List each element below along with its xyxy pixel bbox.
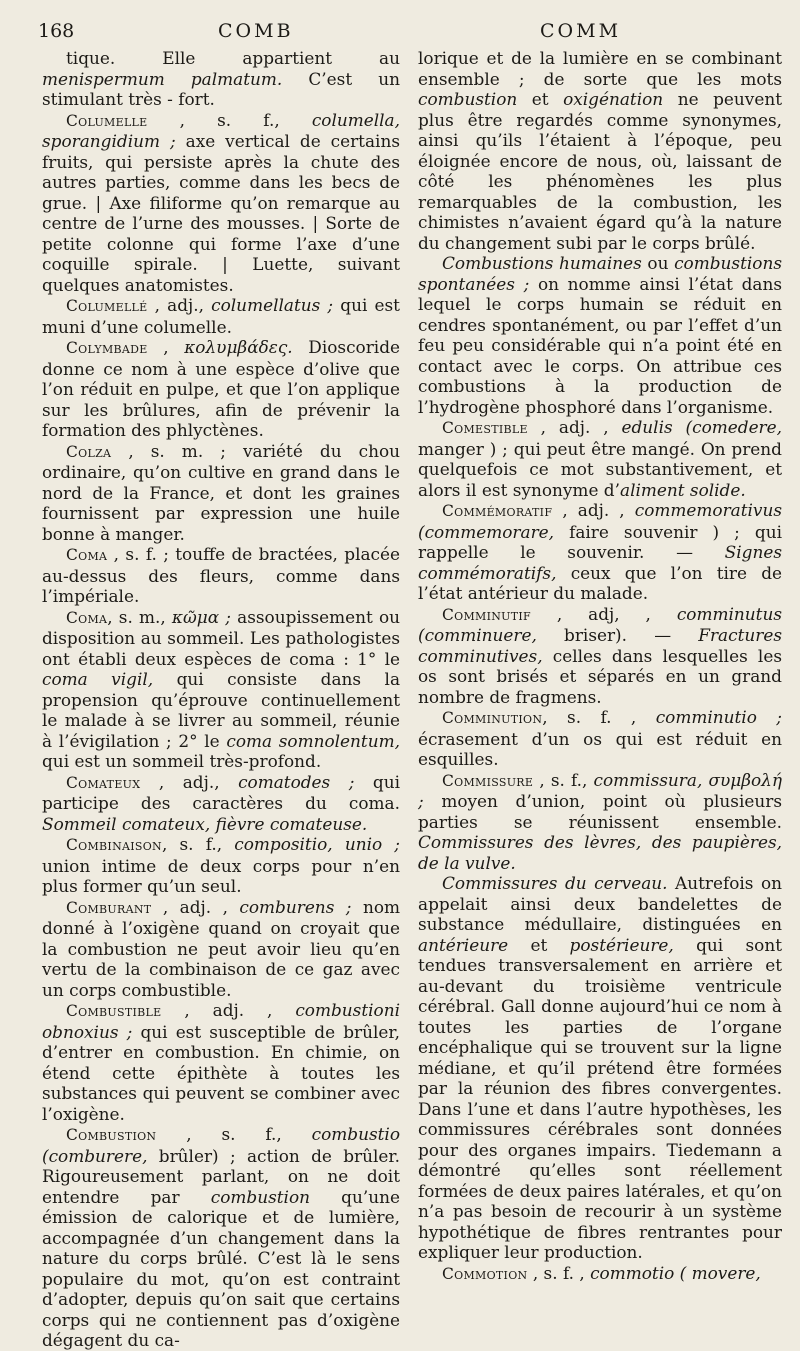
body-text: , adj. , <box>552 500 635 520</box>
italic-text: comminutus (comminuere, <box>418 603 782 645</box>
italic-text: aliment solide. <box>620 479 746 500</box>
body-text: , s. m., <box>107 606 172 627</box>
body-text: et <box>517 89 564 109</box>
italic-text: columellatus ; <box>211 295 334 315</box>
entry-combustions-humaines <box>418 253 782 417</box>
headword: Commissure <box>442 771 534 790</box>
body-text: , <box>147 337 185 357</box>
entry-commissure <box>418 770 782 874</box>
body-text: qui est muni d’une columelle. <box>42 295 400 337</box>
italic-text: columella, sporangidium ; <box>42 109 400 151</box>
italic-text: commemorativus (commemorare, <box>418 500 782 542</box>
headword: Commotion <box>442 1264 528 1283</box>
entry-coma-m <box>42 607 400 772</box>
body-text: ou <box>641 253 675 273</box>
italic-text: Sommeil comateux, fièvre comateuse. <box>42 813 368 834</box>
italic-text: combustion <box>210 1186 310 1207</box>
italic-text: combustioni obnoxius ; <box>42 1000 400 1042</box>
italic-text: combustio (comburere, <box>42 1124 400 1166</box>
entry-coma-f <box>42 544 400 607</box>
body-text: axe vertical de certains fruits, qui persiste après la chute des autres parties, comme dans les becs de grue. | Axe filiforme qu’on remarque au centre de l’urne des mousses. | Sorte de petite colonne qui forme l’axe d’une coquille spirale. | Luette, suivant quelques anatomistes. <box>42 131 400 295</box>
body-text: , adj., <box>147 295 212 315</box>
body-text: Dioscoride donne ce nom à une espèce d’olive que l’on réduit en pulpe, et que l’on applique sur les brûlures, afin de prévenir la formation des phlyctènes. <box>42 337 400 440</box>
body-text: qui est un sommeil très-profond. <box>42 751 322 771</box>
italic-text: comminutio ; <box>655 707 782 727</box>
body-text: faire souvenir ) ; qui rappelle le souvenir. — <box>418 521 782 562</box>
headword: Combustible <box>66 1002 162 1020</box>
right-running-head: COMM <box>540 20 622 42</box>
italic-text: menispermum palmatum. <box>42 68 283 89</box>
body-text: ne peuvent plus être regardés comme synonymes, ainsi qu’ils l’étaient à l’époque, peu éloignée encore de nous, où, laissant de côté les phénomènes les plus remarquables de la combustion, les chimistes n’avaient égard qu’à la nature du changement subi par le corps brûlé. <box>418 89 782 253</box>
body-text: on nomme ainsi l’état dans lequel le corps humain se réduit en cendres spontanément, ou par l’effet d’un feu peu considérable qui n’a point été en contact avec le corps. On attribue ces combustions à la production de l’hydrogène phosphoré dans l’organisme. <box>418 273 782 417</box>
page-number: 168 <box>38 20 75 42</box>
body-text: , adj. , <box>161 1000 296 1020</box>
headword: Colza <box>66 442 112 461</box>
entry-combinaison <box>42 834 400 897</box>
body-text: , adj. , <box>527 417 622 437</box>
body-text: Autrefois on appelait ainsi deux bandelettes de substance médullaire, distinguées en <box>418 873 782 934</box>
greek-text: κολυμβάδες. <box>184 337 293 357</box>
entry-commissures-cerveau <box>418 873 782 1263</box>
headword: Coma <box>66 608 108 627</box>
body-text: qu’une émission de calorique et de lumière, accompagnée d’un changement dans la nature du corps brûlé. C’est là le sens populaire du mot, qu’on est contraint d’adopter, depuis qu’on sait que certains corps qui ne contiennent pas d’oxigène dégagent du ca- <box>42 1186 400 1350</box>
italic-text: postérieure, <box>569 934 674 955</box>
headword: Combustion <box>66 1126 157 1144</box>
body-text: , adj., <box>140 771 239 792</box>
entry-comburant <box>42 897 400 1001</box>
body-text: nom donné à l’oxigène quand on croyait que la combustion ne peut avoir lieu qu’en vertu de la combinaison de ce gaz avec un corps combustible. <box>42 896 401 1000</box>
body-text: écrasement d’un os qui est réduit en esquilles. <box>418 728 782 769</box>
italic-text: comburens ; <box>239 896 352 917</box>
body-text: , s. f., <box>156 1124 312 1144</box>
headword: Comestible <box>442 419 528 437</box>
body-text: moyen d’union, point où plusieurs parties se réunissent ensemble. <box>418 791 782 832</box>
entry-colymbade <box>42 337 400 441</box>
body-text: manger ) ; qui peut être mangé. On prend quelquefois ce mot substantivement, et alors il est synonyme d’ <box>418 438 782 500</box>
italic-text: Commissures du cerveau. <box>442 873 668 893</box>
body-text: , s. f. , <box>542 707 656 727</box>
body-text: qui consiste dans la propension qu’éprouve continuellement le malade à se livrer au sommeil, réunie à l’évigilation ; 2° le <box>42 669 401 751</box>
body-text: tique. Elle appartient au <box>66 48 400 68</box>
italic-text: Fractures comminutives, <box>418 625 782 666</box>
italic-text: oxigénation <box>563 89 664 109</box>
italic-text: coma somnolentum, <box>226 730 400 751</box>
italic-text: Commissures des lèvres, des paupières, de la vulve. <box>418 832 782 873</box>
body-text: union intime de deux corps pour n’en plus former qu’un seul. <box>42 855 400 896</box>
entry-comminutif <box>418 604 782 708</box>
entry-comateux <box>42 772 400 835</box>
headword: Comminutif <box>442 605 531 624</box>
italic-text: antérieure <box>418 934 509 955</box>
body-text: qui sont tendues transversalement en arrière et au-devant du troisième ventricule cérébral. Gall donne aujourd’hui ce nom à toutes les parties de l’organe encéphalique qui se trouvent sur la ligne médiane, et qu’il prétend être formées par la réunion des fibres convergentes. Dans l’une et dans l’autre hypothèses, les commissures cérébrales sont données pour des organes impairs. Tiedemann a démontré qu’elles sont réellement formées de deux paires latérales, et qu’on n’a pas besoin de recourir à un système hypothétique de fibres rentrantes pour expliquer leur production. <box>418 934 782 1262</box>
body-text: et <box>508 934 570 955</box>
body-text: , s. f., <box>161 834 235 854</box>
body-text: , s. f., <box>147 109 312 130</box>
entry-commotion <box>418 1263 782 1285</box>
greek-text: κῶμα ; <box>171 606 231 627</box>
italic-text: compositio, unio ; <box>234 834 400 854</box>
entry-comminution <box>418 707 782 770</box>
italic-text: coma vigil, <box>42 669 154 689</box>
italic-text: commotio ( movere, <box>590 1262 761 1283</box>
body-text: , s. f. ; touffe de bractées, placée au-dessus des fleurs, comme dans l’impériale. <box>42 544 400 606</box>
entry-lorique <box>418 48 782 253</box>
body-text: , s. f., <box>533 769 594 790</box>
body-text: celles dans lesquelles les os sont brisés et séparés en un grand nombre de fragmens. <box>418 645 782 707</box>
entry-tique <box>42 48 400 110</box>
body-text: briser). — <box>536 625 699 645</box>
running-header <box>38 20 780 46</box>
headword: Comminution <box>442 709 543 727</box>
body-text: lorique et de la lumière en se combinant ensemble ; de sorte que les mots <box>418 48 782 89</box>
body-text: , s. m. ; variété du chou ordinaire, qu’on cultive en grand dans le nord de la France, et dont les graines fournissent par expression une huile bonne à manger. <box>42 440 400 544</box>
entry-columelle <box>42 110 400 296</box>
entry-colza <box>42 441 400 545</box>
body-text: qui participe des caractères du coma. <box>42 771 400 813</box>
headword: Combinaison <box>66 836 162 854</box>
entry-columelle-adj <box>42 295 400 337</box>
italic-text: Signes commémoratifs, <box>418 542 782 583</box>
entry-combustible <box>42 1000 400 1124</box>
body-text: , s. f. , <box>527 1262 591 1283</box>
headword: Columelle <box>66 111 148 130</box>
greek-text: συμβολή ; <box>418 769 782 811</box>
right-column <box>418 48 782 1284</box>
body-text: ceux que l’on tire de l’état antérieur du malade. <box>418 562 782 603</box>
entry-combustion <box>42 1124 400 1351</box>
body-text: assoupissement ou disposition au sommeil. Les pathologistes ont établi deux espèces de coma : 1° le <box>42 606 400 669</box>
body-text: C’est un stimulant très - fort. <box>42 68 400 109</box>
italic-text: edulis (comedere, <box>621 417 782 437</box>
headword: Colymbade <box>66 339 148 357</box>
headword: Comateux <box>66 773 141 792</box>
entry-commemoratif <box>418 500 782 604</box>
body-text: brûler) ; action de brûler. Rigoureusement parlant, on ne doit entendre par <box>42 1145 400 1207</box>
italic-text: comatodes ; <box>238 771 355 792</box>
headword: Coma <box>66 546 108 564</box>
headword: Commémoratif <box>442 502 553 520</box>
body-text: , adj. , <box>151 896 240 917</box>
left-column <box>42 48 400 1351</box>
entry-comestible <box>418 417 782 500</box>
left-running-head: COMB <box>218 20 294 42</box>
italic-text: combustions spontanées ; <box>418 253 782 294</box>
headword: Comburant <box>66 898 152 917</box>
italic-text: combustion <box>418 89 518 109</box>
body-text: , adj, , <box>530 603 677 624</box>
italic-text: commissura, <box>593 769 703 790</box>
italic-text: Combustions humaines <box>442 253 642 273</box>
headword: Columellé <box>66 297 148 315</box>
body-text: qui est susceptible de brûler, d’entrer en combustion. En chimie, on étend cette épithète à toutes les substances qui peuvent se combiner avec l’oxigène. <box>42 1021 400 1124</box>
